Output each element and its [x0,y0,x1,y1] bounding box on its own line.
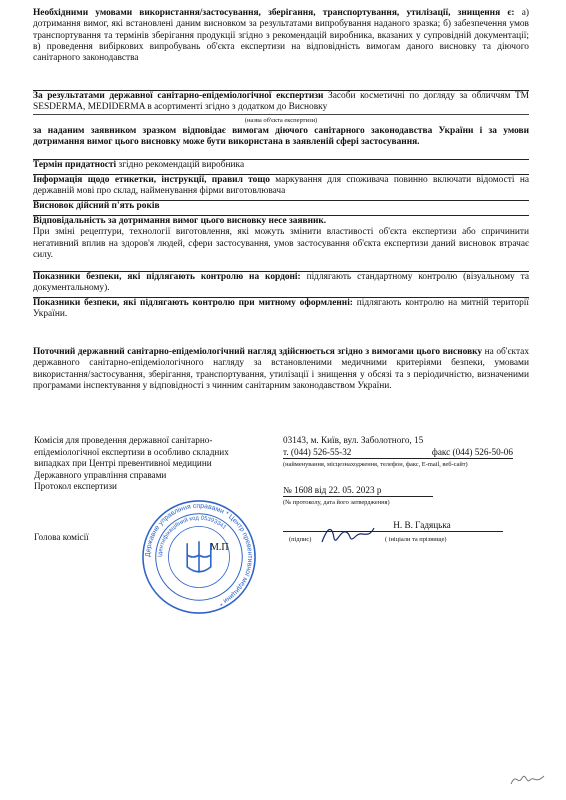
stamp-inner-text: Ідентифікаційний код 05393341 [157,515,227,558]
address: 03143, м. Київ, вул. Заболотного, 15 [283,435,424,445]
fax: факс (044) 526-50-06 [431,446,513,457]
section-result [33,91,529,160]
section-shelf-life [33,160,529,175]
signature-line [283,531,503,532]
labeling-text: маркування для споживача повинно включати відомості на державній мові про склад, найменування фірми виготовлювача [33,175,529,197]
result-note: (назва об'єкта експертизи) [33,114,529,126]
responsibility-text: При зміні рецептури, технології виготовлення, які можуть змінити властивості об'єкта експертизи або спричинити негативний вплив на здоров'я людей, сфери застосування, умов застосування об'єкта експертизи даний висновок втрачає силу. [33,227,529,260]
section-conditions [33,8,529,91]
section-labeling [33,175,529,201]
head-label: Голова комісії [34,532,89,542]
supervision-label: Поточний державний санітарно-епідеміологічний нагляд здійснюється згідно з вимогами цього висновку [33,347,483,357]
phone: т. (044) 526-55-32 [283,446,352,457]
commission-line: випадках при Центрі превентивної медицини [34,458,212,468]
contact-block [283,435,513,509]
phones [283,447,513,460]
initials-note: ( ініціали та прізвище) [385,536,447,543]
border-control-label: Показники безпеки, які підлягають контролю на кордоні: [33,272,301,282]
supervision-text: на об'єктах державного санітарно-епідеміологічного нагляду за встановленими медичними критеріями безпеки, умовами використання/застосування, зберігання, транспортування, утилізації і знищення у обсязі та з періодичністю, визначеними програмами інспектування у відповідності з чинним санітарним законодавством України. [33,347,530,391]
result-conclusion: за наданим заявником зразком відповідає вимогам діючого санітарного законодавства України і за умови дотримання вимог цього висновку може бути використана в заявленій сфері застосування. [33,125,529,148]
protocol-note: (№ протоколу, дата його затвердження) [283,499,390,506]
conditions-label: Необхідними умовами використання/застосування, зберігання, транспортування, утилізації, знищення є: [33,8,515,18]
shelf-life-text: згідно рекомендацій виробника [116,160,245,170]
responsibility-label: Відповідальність за дотримання вимог цього висновку несе заявник. [33,216,327,226]
customs-control-text: підлягають контролю на митній території України. [33,298,529,320]
official-stamp [140,498,258,616]
expertise-conclusion-body [33,8,529,408]
customs-control-label: Показники безпеки, які підлягають контролю при митному оформленні: [33,298,353,308]
commission-line: епідеміологічної експертизи в особливо складних [34,446,229,457]
sign-note: (підпис) [289,536,312,543]
commission-line: Протокол експертизи [34,481,117,491]
border-control-text: підлягають стандартному контролю (візуальному та документальному). [33,272,529,294]
section-responsibility [33,216,529,272]
contact-note: (найменування, місцезнаходження, телефон, факс, E-mail, веб-сайт) [283,461,468,468]
stamp-outer-text: Державне управління справами * Центр превентивної медицини * [144,502,254,607]
page-initials-mark [508,768,548,790]
protocol-number: № 1608 від 22. 05. 2023 р [283,485,433,498]
section-supervision [33,347,529,407]
mp-mark: М.П [210,542,229,553]
shelf-life-label: Термін придатності [33,160,117,170]
trident-icon [187,541,211,572]
chairman-name: Н. В. Гадяцька [393,520,451,530]
section-border-control [33,272,529,298]
result-label: За результатами державної санітарно-епідеміологічної експертизи [33,91,324,101]
commission-line: Державного управління справами [34,469,167,480]
validity-label: Висновок дійсний п'ять років [33,201,160,211]
commission-block [34,435,274,493]
result-text: Засоби косметичні по догляду за обличчям ТМ SESDERMA, MEDIDERMA в асортименті згідно з додатком до Висновку [33,91,529,113]
commission-line: Комісія для проведення державної санітарно- [34,435,213,445]
section-validity [33,201,529,216]
labeling-label: Інформація щодо етикетки, інструкції, правил тощо [33,175,270,185]
conditions-text: а) дотримання вимог, які встановлені даним висновком за результатами випробування наданого зразка; б) забезпечення умов транспортування та термінів зберігання продукції згідно з рекомендацій виробника, вказаних у супровідній документації; в) проведення вибіркових випробувань об'єкта експертизи на відповідність вимогам даного висновку та діючого санітарного законодавства [33,8,529,64]
section-customs-control [33,298,529,353]
